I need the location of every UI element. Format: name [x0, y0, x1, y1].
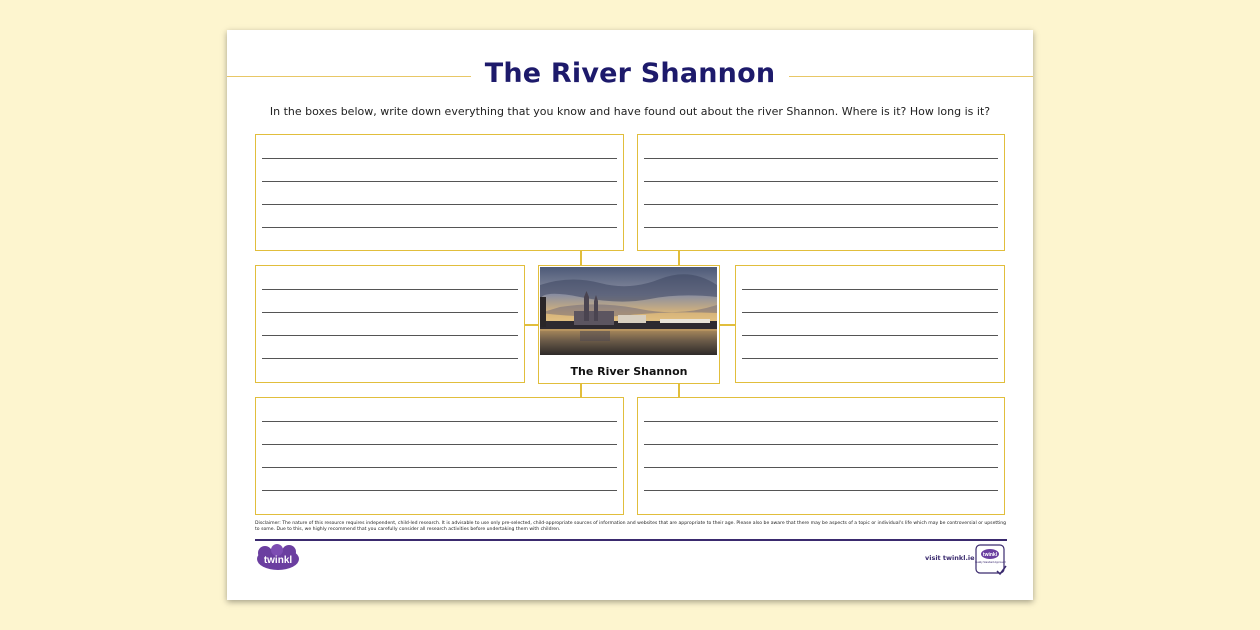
river-shannon-photo	[540, 267, 717, 355]
quality-badge	[975, 544, 1007, 576]
writing-line	[644, 227, 998, 228]
writing-line	[262, 204, 617, 205]
writing-box-top-right[interactable]	[637, 134, 1005, 251]
photo-caption: The River Shannon	[570, 365, 688, 378]
worksheet-page	[227, 30, 1033, 600]
badge-brand-text: twinkl	[982, 552, 998, 558]
badge-caption-text: Quality Standard Approved	[975, 561, 1006, 564]
connector-mid-left	[524, 324, 538, 326]
page-title-text: The River Shannon	[471, 58, 790, 89]
writing-line	[262, 158, 617, 159]
writing-line	[262, 227, 617, 228]
writing-line	[262, 444, 617, 445]
writing-box-bottom-right[interactable]	[637, 397, 1005, 515]
page-title	[227, 58, 1033, 89]
writing-line	[644, 490, 998, 491]
writing-line	[262, 467, 617, 468]
writing-line	[644, 158, 998, 159]
writing-box-middle-right[interactable]	[735, 265, 1005, 383]
disclaimer-text: Disclaimer: The nature of this resource requires independent, child-led research. It is advisable to use only pre-selected, child-appropriate sources of information and websites that are appropriate to their age. Please also be aware that there may be aspects of a topic or individual's life which may be controversial or upsetting to some. Due to this, we highly recommend that you carefully consider all research activities before undertaking them with children.	[255, 521, 1007, 532]
writing-line	[742, 358, 998, 359]
twinkl-logo-icon	[255, 543, 301, 573]
writing-line	[262, 358, 518, 359]
writing-line	[262, 181, 617, 182]
connector-top-left	[580, 250, 582, 265]
river-shannon-photo-image	[540, 267, 717, 355]
writing-line	[644, 467, 998, 468]
writing-line	[262, 335, 518, 336]
writing-line	[742, 289, 998, 290]
writing-box-bottom-left[interactable]	[255, 397, 624, 515]
central-photo-box	[538, 265, 720, 384]
writing-line	[262, 312, 518, 313]
writing-line	[644, 181, 998, 182]
twinkl-logo-text: twinkl	[263, 555, 293, 566]
footer-link[interactable]: visit twinkl.ie	[925, 554, 975, 562]
writing-line	[262, 421, 617, 422]
connector-top-right	[678, 250, 680, 265]
writing-box-middle-left[interactable]	[255, 265, 525, 383]
connector-mid-right	[720, 324, 735, 326]
connector-bottom-right	[678, 384, 680, 398]
writing-line	[644, 421, 998, 422]
twinkl-logo[interactable]	[255, 543, 301, 573]
instructions-text: In the boxes below, write down everything that you know and have found out about the river Shannon. Where is it? How long is it?	[269, 105, 991, 118]
quality-badge-icon	[975, 544, 1007, 576]
writing-line	[644, 444, 998, 445]
writing-line	[644, 204, 998, 205]
writing-line	[262, 490, 617, 491]
footer-rule	[255, 539, 1007, 541]
writing-line	[742, 335, 998, 336]
writing-line	[742, 312, 998, 313]
connector-bottom-left	[580, 384, 582, 398]
writing-box-top-left[interactable]	[255, 134, 624, 251]
writing-line	[262, 289, 518, 290]
